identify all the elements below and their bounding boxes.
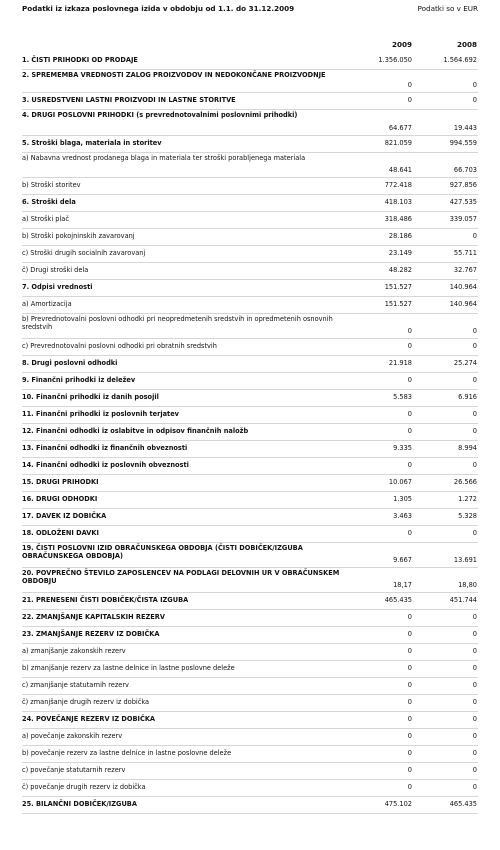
value-2009: 0	[407, 630, 412, 638]
row-label: 23. ZMANJŠANJE REZERV IZ DOBIČKA	[22, 630, 160, 638]
value-2009: 64.677	[388, 124, 412, 132]
row-label: 15. DRUGI PRIHODKI	[22, 478, 99, 486]
row-label: c) Prevrednotovalni poslovni odhodki pri obratnih sredstvih	[22, 342, 217, 350]
row-label: č) zmanjšanje drugih rezerv iz dobička	[22, 698, 150, 706]
table-row	[22, 677, 478, 695]
value-2009: 0	[407, 783, 412, 791]
table-row	[22, 152, 478, 178]
table-row	[22, 52, 478, 70]
value-2009: 151.527	[384, 283, 412, 291]
table-row	[22, 491, 478, 509]
row-label: 14. Finančni odhodki iz poslovnih obveznosti	[22, 461, 189, 469]
value-2009: 0	[407, 647, 412, 655]
row-label: 9. Finančni prihodki iz deležev	[22, 376, 136, 384]
table-row	[22, 779, 478, 797]
table-row	[22, 69, 478, 93]
value-2009: 18,17	[393, 581, 412, 589]
table-row	[22, 262, 478, 280]
column-header-2009: 2009	[391, 40, 412, 49]
row-label: a) Stroški plač	[22, 215, 69, 223]
value-2008: 339.057	[449, 215, 477, 223]
row-label: 2. SPREMEMBA VREDNOSTI ZALOG PROIZVODOV IN NEDOKONČANE PROIZVODNJE	[22, 71, 326, 79]
row-label: 1. ČISTI PRIHODKI OD PRODAJE	[22, 56, 138, 64]
value-2009: 0	[407, 427, 412, 435]
row-label: 13. Finančni odhodki iz finančnih obveznosti	[22, 444, 188, 452]
value-2008: 1.272	[458, 495, 477, 503]
value-2008: 13.691	[453, 556, 477, 564]
row-label: 25. BILANČNI DOBIČEK/IZGUBA	[22, 800, 137, 808]
row-label: 4. DRUGI POSLOVNI PRIHODKI (s prevrednotovalnimi poslovnimi prihodki)	[22, 111, 298, 119]
row-label: b) zmanjšanje rezerv za lastne delnice in lastne poslovne deleže	[22, 664, 235, 672]
row-label: 17. DAVEK IZ DOBIČKA	[22, 512, 107, 520]
value-2008: 0	[472, 342, 477, 350]
value-2009: 21.918	[388, 359, 412, 367]
row-label: 7. Odpisi vrednosti	[22, 283, 93, 291]
table-row	[22, 762, 478, 780]
report-header	[22, 4, 478, 18]
row-label: b) Stroški storitev	[22, 181, 81, 189]
row-label: 19. ČISTI POSLOVNI IZID OBRAČUNSKEGA OBDOBJA (ČISTI DOBIČEK/IZGUBA OBRAČUNSKEGA OBDOBJA)	[22, 544, 303, 561]
table-row	[22, 92, 478, 110]
value-2009: 0	[407, 732, 412, 740]
value-2009: 0	[407, 96, 412, 104]
row-label: 20. POVPREČNO ŠTEVILO ZAPOSLENCEV NA PODLAGI DELOVNIH UR V OBRAČUNSKEM OBDOBJU	[22, 569, 340, 586]
row-label: 5. Stroški blaga, materiala in storitev	[22, 139, 162, 147]
value-2008: 0	[472, 96, 477, 104]
row-label: 21. PRENESENI ČISTI DOBIČEK/ČISTA IZGUBA	[22, 596, 189, 604]
value-2009: 1.305	[393, 495, 412, 503]
table-row	[22, 296, 478, 314]
table-row	[22, 457, 478, 475]
table-row	[22, 592, 478, 610]
value-2009: 3.463	[393, 512, 412, 520]
row-label: b) Stroški pokojninskih zavarovanj	[22, 232, 135, 240]
value-2008: 25.274	[453, 359, 477, 367]
table-row	[22, 338, 478, 356]
value-2009: 28.186	[388, 232, 412, 240]
table-row	[22, 609, 478, 627]
row-label: 8. Drugi poslovni odhodki	[22, 359, 118, 367]
value-2008: 0	[472, 427, 477, 435]
value-2009: 23.149	[388, 249, 412, 257]
value-2008: 0	[472, 81, 477, 89]
row-label: 11. Finančni prihodki iz poslovnih terjatev	[22, 410, 179, 418]
value-2008: 0	[472, 732, 477, 740]
value-2009: 821.059	[384, 139, 412, 147]
row-label: 3. USREDSTVENI LASTNI PROIZVODI IN LASTNE STORITVE	[22, 96, 236, 104]
value-2008: 994.559	[449, 139, 477, 147]
value-2008: 0	[472, 327, 477, 335]
row-label: a) povečanje zakonskih rezerv	[22, 732, 123, 740]
value-2009: 0	[407, 698, 412, 706]
table-row	[22, 406, 478, 424]
table-row	[22, 372, 478, 390]
value-2008: 5.328	[458, 512, 477, 520]
value-2009: 475.102	[384, 800, 412, 808]
value-2009: 0	[407, 715, 412, 723]
row-label: 24. POVEČANJE REZERV IZ DOBIČKA	[22, 715, 156, 723]
table-row	[22, 389, 478, 407]
value-2008: 55.711	[453, 249, 477, 257]
table-row	[22, 474, 478, 492]
table-row	[22, 135, 478, 153]
table-row	[22, 508, 478, 526]
table-row	[22, 177, 478, 195]
value-2009: 151.527	[384, 300, 412, 308]
value-2008: 0	[472, 783, 477, 791]
value-2008: 465.435	[449, 800, 477, 808]
row-label: 6. Stroški dela	[22, 198, 76, 206]
table-row	[22, 279, 478, 297]
value-2008: 140.964	[449, 300, 477, 308]
row-label: 22. ZMANJŠANJE KAPITALSKIH REZERV	[22, 613, 165, 621]
row-label: c) Stroški drugih socialnih zavarovanj	[22, 249, 146, 257]
value-2009: 0	[407, 681, 412, 689]
value-2008: 0	[472, 698, 477, 706]
value-2009: 772.418	[384, 181, 412, 189]
value-2008: 0	[472, 410, 477, 418]
row-label: 16. DRUGI ODHODKI	[22, 495, 98, 503]
row-label: c) zmanjšanje statutarnih rezerv	[22, 681, 129, 689]
value-2009: 0	[407, 327, 412, 335]
value-2008: 140.964	[449, 283, 477, 291]
value-2009: 0	[407, 613, 412, 621]
value-2008: 427.535	[449, 198, 477, 206]
row-label: 10. Finančni prihodki iz danih posojil	[22, 393, 159, 401]
table-row	[22, 109, 478, 136]
table-row	[22, 440, 478, 458]
value-2008: 0	[472, 630, 477, 638]
value-2008: 451.744	[449, 596, 477, 604]
value-2009: 418.103	[384, 198, 412, 206]
value-2009: 465.435	[384, 596, 412, 604]
value-2009: 0	[407, 410, 412, 418]
value-2009: 0	[407, 342, 412, 350]
value-2008: 0	[472, 664, 477, 672]
table-row	[22, 525, 478, 543]
table-row	[22, 660, 478, 678]
table-row	[22, 643, 478, 661]
table-row	[22, 194, 478, 212]
value-2008: 0	[472, 715, 477, 723]
value-2009: 48.641	[388, 166, 412, 174]
value-2008: 0	[472, 376, 477, 384]
value-2008: 8.994	[458, 444, 477, 452]
column-header-2008: 2008	[456, 40, 477, 49]
value-2009: 48.282	[388, 266, 412, 274]
value-2008: 26.566	[453, 478, 477, 486]
value-2008: 0	[472, 232, 477, 240]
value-2009: 5.583	[393, 393, 412, 401]
row-label: b) povečanje rezerv za lastne delnice in lastne poslovne deleže	[22, 749, 232, 757]
value-2008: 0	[472, 647, 477, 655]
value-2009: 10.067	[388, 478, 412, 486]
value-2008: 0	[472, 529, 477, 537]
table-row	[22, 626, 478, 644]
table-row	[22, 728, 478, 746]
table-row	[22, 423, 478, 441]
value-2009: 9.335	[393, 444, 412, 452]
row-label: a) Amortizacija	[22, 300, 72, 308]
value-2008: 0	[472, 766, 477, 774]
value-2009: 9.667	[393, 556, 412, 564]
table-row	[22, 567, 478, 593]
row-label: a) Nabavna vrednost prodanega blaga in materiala ter stroški porabljenega materiala	[22, 154, 306, 162]
table-row	[22, 228, 478, 246]
value-2008: 32.767	[453, 266, 477, 274]
value-2008: 0	[472, 749, 477, 757]
value-2009: 0	[407, 461, 412, 469]
value-2008: 66.703	[453, 166, 477, 174]
value-2009: 0	[407, 766, 412, 774]
table-row	[22, 711, 478, 729]
value-2008: 927.856	[449, 181, 477, 189]
value-2008: 6.916	[458, 393, 477, 401]
table-row	[22, 313, 478, 339]
table-row	[22, 245, 478, 263]
table-row	[22, 796, 478, 814]
report-title: Podatki iz izkaza poslovnega izida v obdobju od 1.1. do 31.12.2009	[22, 4, 295, 13]
value-2009: 318.486	[384, 215, 412, 223]
value-2008: 19.443	[453, 124, 477, 132]
currency-note: Podatki so v EUR	[417, 4, 478, 13]
table-row	[22, 211, 478, 229]
value-2009: 0	[407, 749, 412, 757]
value-2009: 1.356.050	[378, 56, 412, 64]
value-2008: 0	[472, 681, 477, 689]
value-2009: 0	[407, 664, 412, 672]
row-label: č) povečanje drugih rezerv iz dobička	[22, 783, 146, 791]
table-row	[22, 542, 478, 568]
row-label: c) povečanje statutarnih rezerv	[22, 766, 126, 774]
row-label: č) Drugi stroški dela	[22, 266, 89, 274]
value-2008: 1.564.692	[443, 56, 477, 64]
value-2008: 0	[472, 461, 477, 469]
table-row	[22, 745, 478, 763]
value-2008: 18,80	[458, 581, 477, 589]
table-row	[22, 355, 478, 373]
row-label: 12. Finančni odhodki iz oslabitve in odpisov finančnih naložb	[22, 427, 249, 435]
table-row	[22, 694, 478, 712]
row-label: b) Prevrednotovalni poslovni odhodki pri neopredmetenih sredstvih in opredmetenih osnovnih sredstvih	[22, 315, 333, 332]
row-label: 18. ODLOŽENI DAVKI	[22, 529, 99, 537]
value-2009: 0	[407, 376, 412, 384]
value-2008: 0	[472, 613, 477, 621]
value-2009: 0	[407, 81, 412, 89]
value-2009: 0	[407, 529, 412, 537]
row-label: a) zmanjšanje zakonskih rezerv	[22, 647, 126, 655]
